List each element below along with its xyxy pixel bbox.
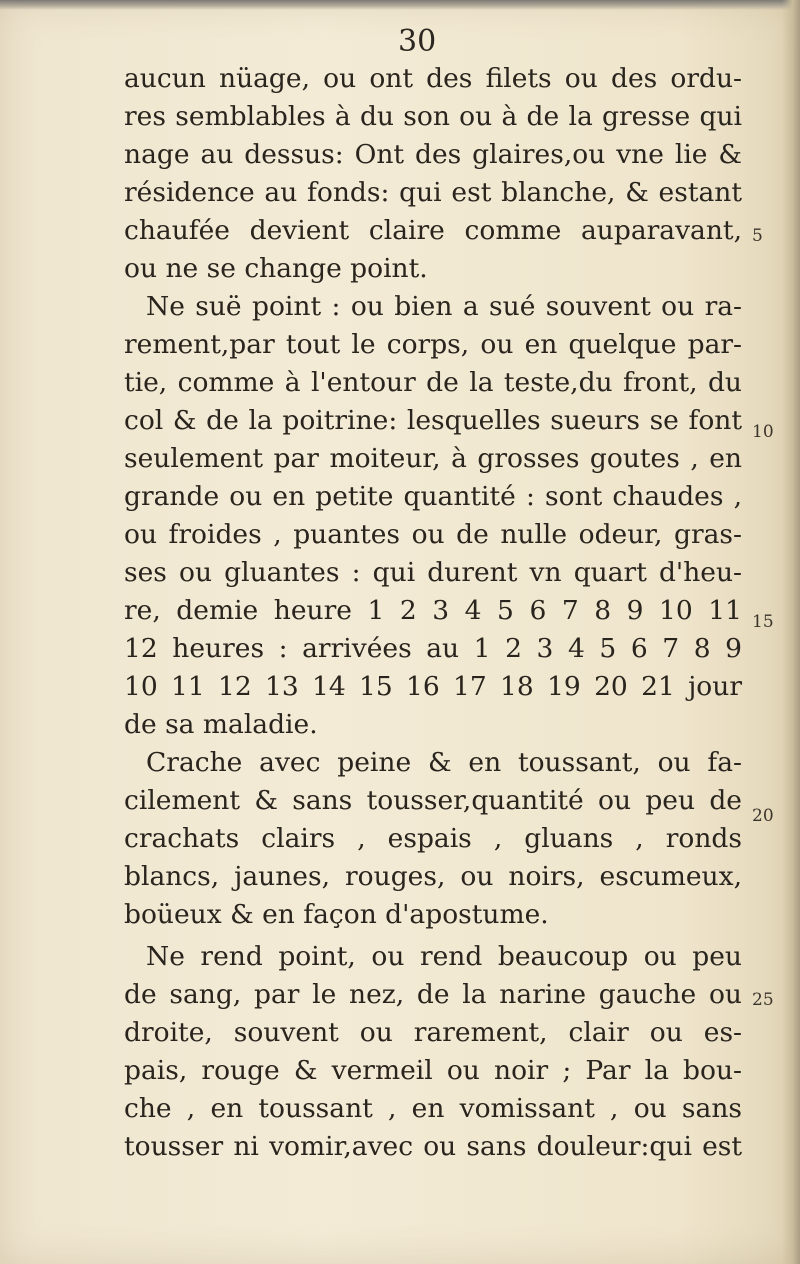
text-line: de sang, par le nez, de la narine gauche ou [124, 979, 742, 1010]
text-line: re, demie heure 1 2 3 4 5 6 7 8 9 10 11 [124, 595, 742, 626]
text-line: ou ne se change point. [124, 253, 428, 284]
page-number: 30 [398, 24, 437, 59]
paragraph-start-line: Ne suë point : ou bien a sué souvent ou ra- [146, 291, 742, 322]
text-line: pais, rouge & vermeil ou noir ; Par la bou- [124, 1055, 742, 1086]
text-line: 10 11 12 13 14 15 16 17 18 19 20 21 jour [124, 671, 742, 702]
paragraph-start-line: Ne rend point, ou rend beaucoup ou peu [146, 941, 742, 972]
text-line: che , en toussant , en vomissant , ou sans [124, 1093, 742, 1124]
text-line: tie, comme à l'entour de la teste,du front, du [124, 367, 742, 398]
text-line: droite, souvent ou rarement, clair ou es- [124, 1017, 742, 1048]
margin-line-number: 25 [752, 990, 774, 1010]
margin-line-number: 10 [752, 422, 774, 442]
text-line: rement,par tout le corps, ou en quelque par- [124, 329, 742, 360]
text-line: ou froides , puantes ou de nulle odeur, gras- [124, 519, 742, 550]
text-line: crachats clairs , espais , gluans , ronds [124, 823, 742, 854]
page-top-edge [0, 0, 800, 10]
margin-line-number: 20 [752, 806, 774, 826]
text-line: res semblables à du son ou à de la gresse qui [124, 101, 742, 132]
text-line: boüeux & en façon d'apostume. [124, 899, 549, 930]
paragraph-start-line: Crache avec peine & en toussant, ou fa- [146, 747, 742, 778]
margin-line-number: 15 [752, 612, 774, 632]
text-line: 12 heures : arrivées au 1 2 3 4 5 6 7 8 9 [124, 633, 742, 664]
text-line: ses ou gluantes : qui durent vn quart d'heu- [124, 557, 742, 588]
text-line: grande ou en petite quantité : sont chaudes , [124, 481, 742, 512]
text-line: aucun nüage, ou ont des filets ou des ordu- [124, 63, 742, 94]
text-line: tousser ni vomir,avec ou sans douleur:qui est [124, 1131, 742, 1162]
text-line: col & de la poitrine: lesquelles sueurs se font [124, 405, 742, 436]
text-line: nage au dessus: Ont des glaires,ou vne lie & [124, 139, 742, 170]
text-line: de sa maladie. [124, 709, 318, 740]
text-line: seulement par moiteur, à grosses goutes , en [124, 443, 742, 474]
text-line: blancs, jaunes, rouges, ou noirs, escumeux, [124, 861, 742, 892]
text-line: cilement & sans tousser,quantité ou peu de [124, 785, 742, 816]
page-right-edge [782, 0, 800, 1264]
text-line: chaufée devient claire comme auparavant, [124, 215, 742, 246]
margin-line-number: 5 [752, 226, 763, 246]
text-line: résidence au fonds: qui est blanche, & estant [124, 177, 742, 208]
